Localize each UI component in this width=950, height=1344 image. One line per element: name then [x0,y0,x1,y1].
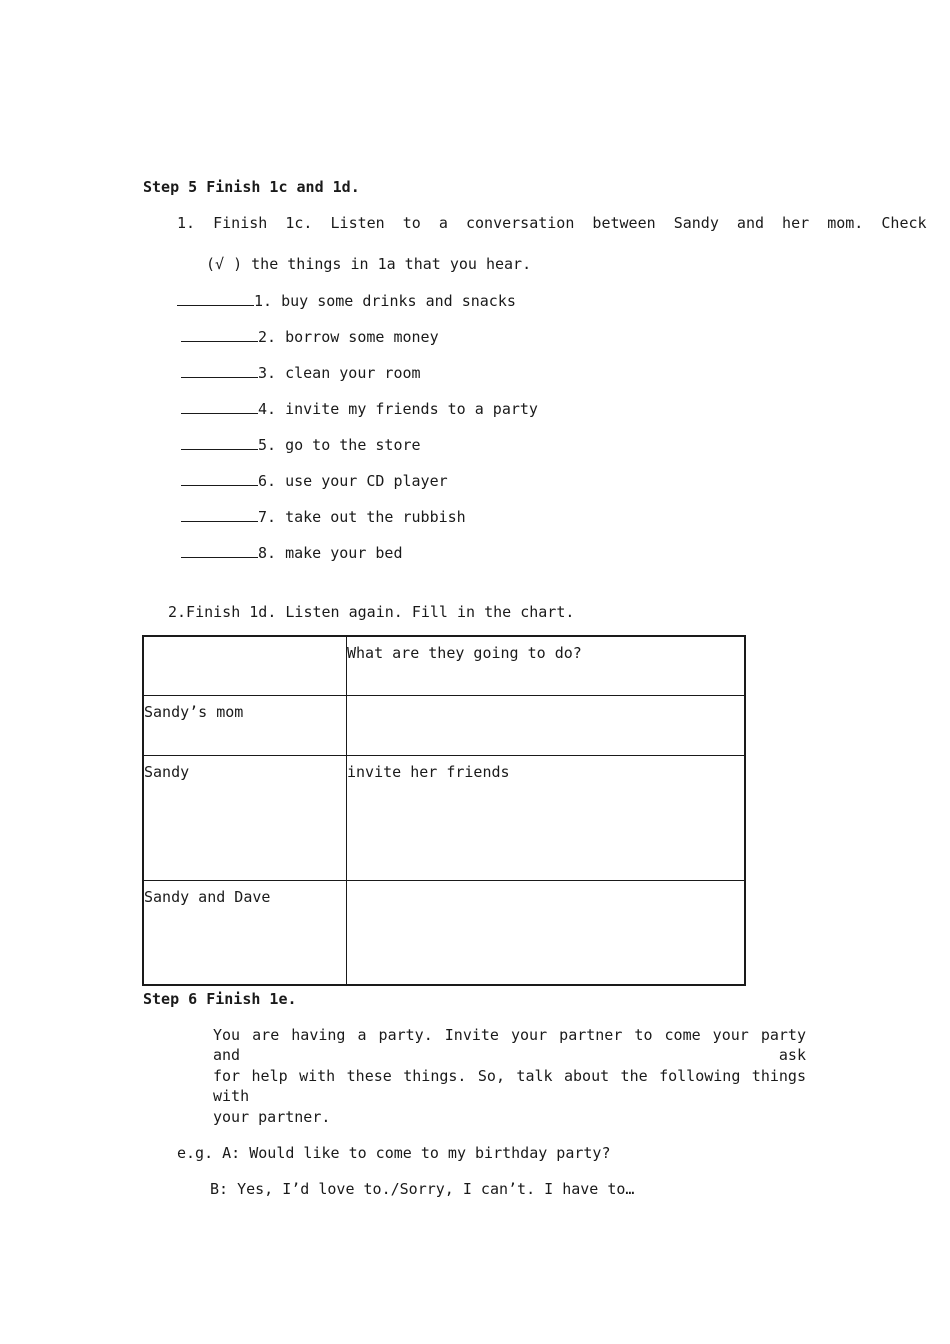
chart-header-row [143,636,745,695]
example-line-a: e.g. A: Would like to come to my birthday party? [177,1144,611,1162]
checklist-item: 3. clean your room [181,362,421,383]
task2-instruction: 2.Finish 1d. Listen again. Fill in the chart. [168,603,575,621]
checklist-item: 8. make your bed [181,542,403,563]
chart-who-cell: Sandy and Dave [143,880,347,985]
task1-instruction-line2: (√ ) the things in 1a that you hear. [206,255,532,273]
chart-header-what: What are they going to do? [347,636,746,695]
answer-blank[interactable] [181,470,258,486]
chart-answer-cell[interactable]: invite her friends [347,756,746,881]
answer-blank[interactable] [181,398,258,414]
chart-row [143,880,745,985]
checklist-item: 5. go to the store [181,434,421,455]
step6-paragraph-line1: You are having a party. Invite your partner to come your party and ask [213,1026,806,1064]
answer-blank[interactable] [181,434,258,450]
step6-paragraph-line3: your partner. [213,1108,331,1126]
step5-heading: Step 5 Finish 1c and 1d. [143,178,360,196]
answer-blank[interactable] [181,362,258,378]
answer-blank[interactable] [177,290,254,306]
step6-paragraph-line2: for help with these things. So, talk about the following things with [213,1067,806,1105]
answer-blank[interactable] [181,506,258,522]
step6-heading: Step 6 Finish 1e. [143,990,297,1008]
checklist-item: 7. take out the rubbish [181,506,466,527]
checklist-item: 4. invite my friends to a party [181,398,538,419]
chart-row [143,756,745,881]
example-line-b: B: Yes, I’d love to./Sorry, I can’t. I have to… [210,1180,635,1198]
chart-answer-cell[interactable] [347,880,746,985]
chart-header-blank [143,636,347,695]
answer-chart [142,635,746,986]
checklist-item: 2. borrow some money [181,326,439,347]
chart-answer-cell[interactable] [347,695,746,755]
chart-who-cell: Sandy [143,756,347,881]
answer-blank[interactable] [181,326,258,342]
checklist-item: 6. use your CD player [181,470,448,491]
checklist-item: 1. buy some drinks and snacks [177,290,516,311]
task1-instruction-line1: 1. Finish 1c. Listen to a conversation between Sandy and her mom. Check [177,214,927,232]
chart-who-cell: Sandy’s mom [143,695,347,755]
answer-blank[interactable] [181,542,258,558]
chart-row [143,695,745,755]
